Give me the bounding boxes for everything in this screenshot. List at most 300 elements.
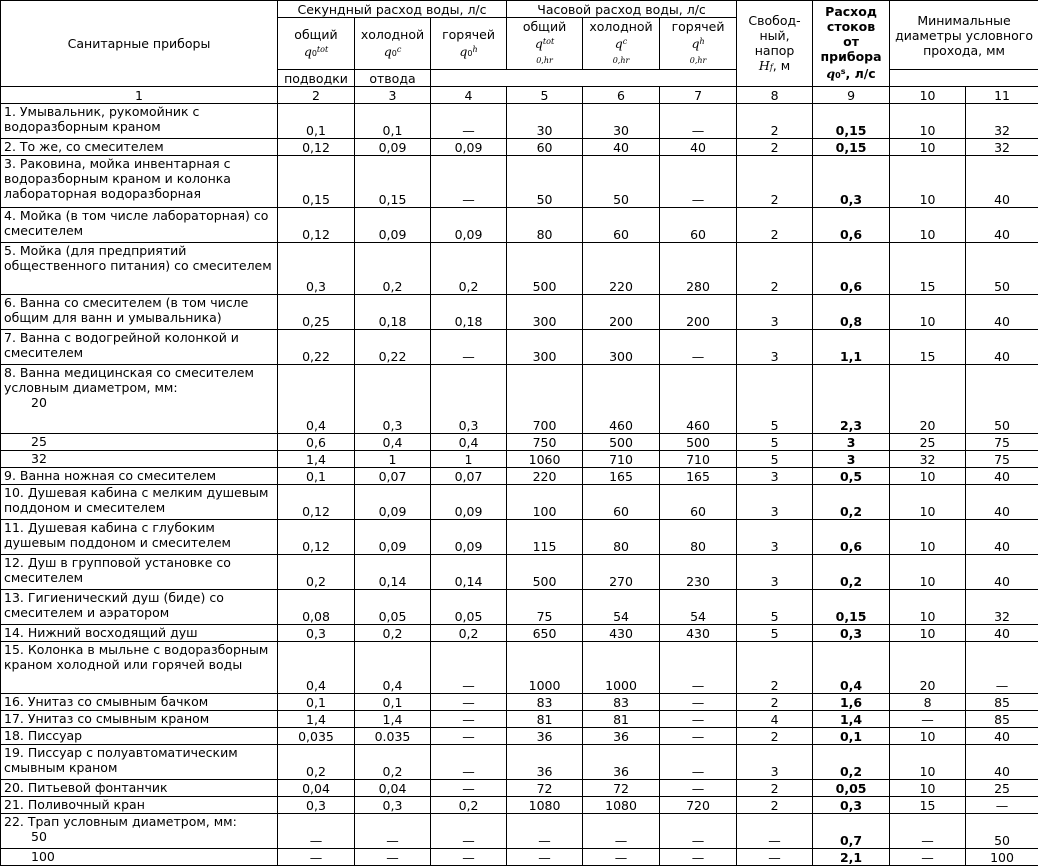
fixture-name: 21. Поливочный кран [1, 797, 278, 814]
header-second-flow: Секундный расход воды, л/с [278, 1, 507, 18]
value-cell: 10 [890, 555, 966, 590]
value-cell: 50 [507, 156, 583, 208]
value-cell: 2 [737, 156, 813, 208]
value-cell: 0,09 [431, 208, 507, 243]
value-cell: — [966, 797, 1038, 814]
value-cell: 15 [890, 797, 966, 814]
value-cell: 0,22 [278, 330, 355, 365]
header-free-pressure: Свобод- ный, напор Hf, м [737, 1, 813, 87]
value-cell: 1,4 [813, 711, 890, 728]
value-cell: 32 [966, 139, 1038, 156]
fixture-name: 2. То же, со смесителем [1, 139, 278, 156]
value-cell: 0,14 [355, 555, 431, 590]
value-cell: 0,08 [278, 590, 355, 625]
value-cell: 220 [583, 243, 660, 295]
value-cell: 0,09 [355, 485, 431, 520]
value-cell: 0,12 [278, 208, 355, 243]
value-cell: 750 [507, 434, 583, 451]
value-cell: 0,3 [278, 625, 355, 642]
value-cell: 0,15 [813, 590, 890, 625]
value-cell: 500 [660, 434, 737, 451]
value-cell: 10 [890, 520, 966, 555]
value-cell: 0,04 [355, 780, 431, 797]
value-cell: 0,6 [813, 520, 890, 555]
column-number: 6 [583, 87, 660, 104]
fixture-name: 16. Унитаз со смывным бачком [1, 694, 278, 711]
fixture-name: 100 [1, 849, 278, 866]
value-cell: 0,15 [278, 156, 355, 208]
value-cell: 30 [583, 104, 660, 139]
value-cell: 60 [660, 208, 737, 243]
value-cell: 0,09 [355, 520, 431, 555]
value-cell: 1,4 [278, 711, 355, 728]
table-row [1, 104, 1038, 139]
value-cell: 60 [660, 485, 737, 520]
value-cell: — [507, 849, 583, 866]
table-row [1, 156, 1038, 208]
value-cell: — [660, 745, 737, 780]
value-cell: 3 [737, 485, 813, 520]
value-cell: — [278, 849, 355, 866]
value-cell: — [660, 330, 737, 365]
value-cell: 2 [737, 104, 813, 139]
value-cell: 0,2 [431, 243, 507, 295]
value-cell: 10 [890, 780, 966, 797]
table-row [1, 330, 1038, 365]
header-diam-supply: подводки [278, 70, 355, 87]
value-cell: — [890, 814, 966, 849]
value-cell: 0,1 [278, 468, 355, 485]
value-cell: — [431, 104, 507, 139]
value-cell: 0,05 [355, 590, 431, 625]
value-cell: 40 [966, 728, 1038, 745]
value-cell: 700 [507, 365, 583, 434]
fixture-name: 15. Колонка в мыльне с водоразборным краном холодной или горячей воды [1, 642, 278, 694]
value-cell: 0.035 [355, 728, 431, 745]
value-cell: 500 [583, 434, 660, 451]
column-number: 2 [278, 87, 355, 104]
value-cell: — [660, 711, 737, 728]
table-row [1, 451, 1038, 468]
value-cell: 80 [660, 520, 737, 555]
value-cell: 0,09 [431, 139, 507, 156]
value-cell: 60 [583, 485, 660, 520]
value-cell: 230 [660, 555, 737, 590]
header-sec-cold: холодной q0$^c$ [355, 18, 431, 70]
value-cell: 85 [966, 711, 1038, 728]
value-cell: 165 [660, 468, 737, 485]
value-cell: — [737, 849, 813, 866]
value-cell: 2 [737, 208, 813, 243]
value-cell: 81 [507, 711, 583, 728]
column-number: 1 [1, 87, 278, 104]
value-cell: 20 [890, 365, 966, 434]
value-cell: 40 [966, 468, 1038, 485]
fixture-name: 6. Ванна со смесителем (в том числе общим для ванн и умывальника) [1, 295, 278, 330]
value-cell: 0,3 [813, 797, 890, 814]
value-cell: 60 [583, 208, 660, 243]
value-cell: 5 [737, 434, 813, 451]
column-numbers-row [1, 87, 1038, 104]
value-cell: 0,4 [355, 434, 431, 451]
table-row [1, 694, 1038, 711]
value-cell: 40 [966, 330, 1038, 365]
value-cell: — [431, 728, 507, 745]
value-cell: 0,05 [813, 780, 890, 797]
value-cell: 3 [813, 451, 890, 468]
value-cell: 0,2 [813, 745, 890, 780]
value-cell: 10 [890, 295, 966, 330]
value-cell: 36 [507, 745, 583, 780]
value-cell: 0,6 [813, 208, 890, 243]
value-cell: — [890, 711, 966, 728]
value-cell: 0,035 [278, 728, 355, 745]
value-cell: 36 [583, 745, 660, 780]
header-drain-flow: Расход стоков от прибора q0$^s$, л/с [813, 1, 890, 87]
value-cell: — [583, 849, 660, 866]
value-cell: 3 [737, 468, 813, 485]
table-row [1, 745, 1038, 780]
table-row [1, 365, 1038, 434]
value-cell: 40 [660, 139, 737, 156]
column-number: 3 [355, 87, 431, 104]
value-cell: 2 [737, 642, 813, 694]
column-number: 9 [813, 87, 890, 104]
value-cell: 100 [507, 485, 583, 520]
table-row [1, 295, 1038, 330]
value-cell: 4 [737, 711, 813, 728]
value-cell: — [507, 814, 583, 849]
header-min-diameters: Минимальные диаметры условного прохода, мм [890, 1, 1038, 70]
fixture-name: 13. Гигиенический душ (биде) со смесителем и аэратором [1, 590, 278, 625]
value-cell: 15 [890, 330, 966, 365]
value-cell: 0,3 [278, 243, 355, 295]
value-cell: 0,07 [355, 468, 431, 485]
header-fixtures: Санитарные приборы [1, 1, 278, 87]
value-cell: 60 [507, 139, 583, 156]
table-row [1, 139, 1038, 156]
value-cell: 0,09 [355, 208, 431, 243]
value-cell: — [660, 849, 737, 866]
value-cell: 32 [966, 590, 1038, 625]
value-cell: 15 [890, 243, 966, 295]
value-cell: 0,09 [431, 520, 507, 555]
value-cell: 200 [660, 295, 737, 330]
value-cell: 83 [507, 694, 583, 711]
value-cell: 0,18 [355, 295, 431, 330]
value-cell: 2,3 [813, 365, 890, 434]
value-cell: 300 [507, 330, 583, 365]
value-cell: 75 [507, 590, 583, 625]
header-sec-total: общий $q0^{tot}$ [278, 18, 355, 70]
value-cell: 5 [737, 590, 813, 625]
value-cell: — [431, 814, 507, 849]
value-cell: 2 [737, 728, 813, 745]
value-cell: 0,12 [278, 485, 355, 520]
fixture-name: 25 [1, 434, 278, 451]
fixture-name: 7. Ванна с водогрейной колонкой и смесителем [1, 330, 278, 365]
value-cell: — [660, 780, 737, 797]
value-cell: 2 [737, 780, 813, 797]
table-row [1, 849, 1038, 866]
value-cell: 75 [966, 434, 1038, 451]
value-cell: 0,15 [355, 156, 431, 208]
value-cell: 0,09 [431, 485, 507, 520]
value-cell: 0,6 [278, 434, 355, 451]
value-cell: 10 [890, 104, 966, 139]
value-cell: — [737, 814, 813, 849]
table-row [1, 555, 1038, 590]
value-cell: 460 [660, 365, 737, 434]
fixture-name: 9. Ванна ножная со смесителем [1, 468, 278, 485]
value-cell: 0,14 [431, 555, 507, 590]
value-cell: 10 [890, 590, 966, 625]
value-cell: — [431, 156, 507, 208]
fixture-subitem: 20 [4, 395, 47, 410]
table-row [1, 625, 1038, 642]
table-row [1, 642, 1038, 694]
value-cell: 5 [737, 625, 813, 642]
value-cell: 0,1 [355, 104, 431, 139]
value-cell: — [431, 780, 507, 797]
table-row [1, 468, 1038, 485]
column-number: 7 [660, 87, 737, 104]
value-cell: 720 [660, 797, 737, 814]
value-cell: 0,2 [813, 485, 890, 520]
value-cell: 0,4 [355, 642, 431, 694]
value-cell: 0,25 [278, 295, 355, 330]
value-cell: 0,4 [813, 642, 890, 694]
value-cell: 81 [583, 711, 660, 728]
value-cell: 0,2 [278, 555, 355, 590]
value-cell: 200 [583, 295, 660, 330]
value-cell: 100 [966, 849, 1038, 866]
value-cell: 54 [660, 590, 737, 625]
value-cell: 83 [583, 694, 660, 711]
value-cell: 0,7 [813, 814, 890, 849]
value-cell: 50 [966, 814, 1038, 849]
value-cell: — [660, 814, 737, 849]
fixture-name: 22. Трап условным диаметром, мм: 50 [1, 814, 278, 849]
value-cell: 40 [966, 555, 1038, 590]
table-row [1, 590, 1038, 625]
value-cell: 10 [890, 156, 966, 208]
value-cell: 0,1 [813, 728, 890, 745]
value-cell: — [660, 104, 737, 139]
value-cell: — [355, 814, 431, 849]
value-cell: 1 [355, 451, 431, 468]
value-cell: — [431, 745, 507, 780]
value-cell: 0,3 [813, 156, 890, 208]
fixture-name: 17. Унитаз со смывным краном [1, 711, 278, 728]
table-row [1, 243, 1038, 295]
value-cell: 50 [966, 243, 1038, 295]
value-cell: 72 [583, 780, 660, 797]
value-cell: 500 [507, 555, 583, 590]
value-cell: 54 [583, 590, 660, 625]
fixture-name: 1. Умывальник, рукомойник с водоразборным краном [1, 104, 278, 139]
value-cell: 0,2 [355, 625, 431, 642]
value-cell: 0,18 [431, 295, 507, 330]
value-cell: 40 [966, 156, 1038, 208]
table-row [1, 520, 1038, 555]
value-cell: — [355, 849, 431, 866]
value-cell: 0,1 [355, 694, 431, 711]
value-cell: 3 [737, 555, 813, 590]
value-cell: 270 [583, 555, 660, 590]
value-cell: — [660, 728, 737, 745]
value-cell: 0,05 [431, 590, 507, 625]
value-cell: 1,4 [278, 451, 355, 468]
value-cell: 650 [507, 625, 583, 642]
value-cell: 300 [507, 295, 583, 330]
value-cell: 430 [660, 625, 737, 642]
header-hourly-flow: Часовой расход воды, л/с [507, 1, 737, 18]
fixture-name: 3. Раковина, мойка инвентарная с водоразборным краном и колонка лабораторная водоразборная [1, 156, 278, 208]
value-cell: 1080 [583, 797, 660, 814]
value-cell: 25 [966, 780, 1038, 797]
value-cell: — [660, 156, 737, 208]
value-cell: — [431, 642, 507, 694]
value-cell: 10 [890, 625, 966, 642]
column-number: 8 [737, 87, 813, 104]
value-cell: — [890, 849, 966, 866]
table-row [1, 780, 1038, 797]
value-cell: 2 [737, 139, 813, 156]
fixture-name: 5. Мойка (для предприятий общественного питания) со смесителем [1, 243, 278, 295]
fixture-name: 32 [1, 451, 278, 468]
value-cell: 72 [507, 780, 583, 797]
value-cell: 10 [890, 745, 966, 780]
value-cell: 115 [507, 520, 583, 555]
value-cell: 0,4 [431, 434, 507, 451]
fixture-name: 12. Душ в групповой установке со смесителем [1, 555, 278, 590]
value-cell: 40 [966, 745, 1038, 780]
value-cell: 10 [890, 208, 966, 243]
value-cell: 0,2 [278, 745, 355, 780]
value-cell: 430 [583, 625, 660, 642]
fixture-name: 20. Питьевой фонтанчик [1, 780, 278, 797]
value-cell: 2 [737, 797, 813, 814]
value-cell: 3 [813, 434, 890, 451]
value-cell: 40 [966, 625, 1038, 642]
header-hr-cold: холодной $q^c$ 0,hr [583, 18, 660, 70]
value-cell: 10 [890, 485, 966, 520]
value-cell: 50 [583, 156, 660, 208]
value-cell: 2,1 [813, 849, 890, 866]
fixture-name: 8. Ванна медицинская со смесителем условным диаметром, мм: 20 [1, 365, 278, 434]
column-number: 11 [966, 87, 1038, 104]
value-cell: — [660, 694, 737, 711]
value-cell: 36 [507, 728, 583, 745]
value-cell: 0,22 [355, 330, 431, 365]
value-cell: 30 [507, 104, 583, 139]
header-diam-drain: отвода [355, 70, 431, 87]
value-cell: 0,8 [813, 295, 890, 330]
value-cell: 0,15 [813, 104, 890, 139]
value-cell: 0,4 [278, 642, 355, 694]
value-cell: — [660, 642, 737, 694]
value-cell: 0,15 [813, 139, 890, 156]
column-number: 4 [431, 87, 507, 104]
table-row [1, 797, 1038, 814]
value-cell: 80 [507, 208, 583, 243]
value-cell: 1 [431, 451, 507, 468]
table-row [1, 814, 1038, 849]
value-cell: 20 [890, 642, 966, 694]
value-cell: 2 [737, 694, 813, 711]
value-cell: 1080 [507, 797, 583, 814]
value-cell: 40 [966, 520, 1038, 555]
value-cell: 3 [737, 330, 813, 365]
value-cell: 0,1 [278, 694, 355, 711]
value-cell: 0,3 [813, 625, 890, 642]
value-cell: 2 [737, 243, 813, 295]
value-cell: 80 [583, 520, 660, 555]
value-cell: 220 [507, 468, 583, 485]
value-cell: 280 [660, 243, 737, 295]
table-row [1, 711, 1038, 728]
header-hr-hot: горячей $q^h$ 0,hr [660, 18, 737, 70]
value-cell: — [966, 642, 1038, 694]
value-cell: 0,5 [813, 468, 890, 485]
value-cell: 40 [966, 485, 1038, 520]
value-cell: 0,2 [355, 243, 431, 295]
fixture-subitem: 50 [4, 829, 47, 844]
fixture-name: 19. Писсуар с полуавтоматическим смывным краном [1, 745, 278, 780]
value-cell: 36 [583, 728, 660, 745]
value-cell: 3 [737, 295, 813, 330]
value-cell: 1000 [583, 642, 660, 694]
header-row-1 [1, 1, 1038, 18]
value-cell: 75 [966, 451, 1038, 468]
value-cell: 0,4 [278, 365, 355, 434]
table-row [1, 485, 1038, 520]
table-row [1, 434, 1038, 451]
value-cell: 0,12 [278, 520, 355, 555]
value-cell: 0,3 [355, 797, 431, 814]
fixture-name: 10. Душевая кабина с мелким душевым поддоном и смесителем [1, 485, 278, 520]
fixture-name: 14. Нижний восходящий душ [1, 625, 278, 642]
value-cell: 5 [737, 451, 813, 468]
table-row [1, 208, 1038, 243]
value-cell: — [583, 814, 660, 849]
value-cell: 3 [737, 520, 813, 555]
value-cell: 0,1 [278, 104, 355, 139]
value-cell: 0,04 [278, 780, 355, 797]
column-number: 5 [507, 87, 583, 104]
value-cell: 0,12 [278, 139, 355, 156]
value-cell: 0,2 [813, 555, 890, 590]
header-hr-total: общий $q^{tot}$ 0,hr [507, 18, 583, 70]
value-cell: 0,2 [431, 797, 507, 814]
value-cell: 710 [660, 451, 737, 468]
value-cell: 1060 [507, 451, 583, 468]
fixture-name: 11. Душевая кабина с глубоким душевым поддоном и смесителем [1, 520, 278, 555]
value-cell: — [278, 814, 355, 849]
value-cell: 5 [737, 365, 813, 434]
header-sec-hot: горячей q0$^h$ [431, 18, 507, 70]
value-cell: 1,4 [355, 711, 431, 728]
value-cell: 32 [966, 104, 1038, 139]
value-cell: 165 [583, 468, 660, 485]
value-cell: 10 [890, 728, 966, 745]
value-cell: 32 [890, 451, 966, 468]
value-cell: — [431, 330, 507, 365]
fixture-name: 18. Писсуар [1, 728, 278, 745]
column-number: 10 [890, 87, 966, 104]
value-cell: 0,2 [355, 745, 431, 780]
